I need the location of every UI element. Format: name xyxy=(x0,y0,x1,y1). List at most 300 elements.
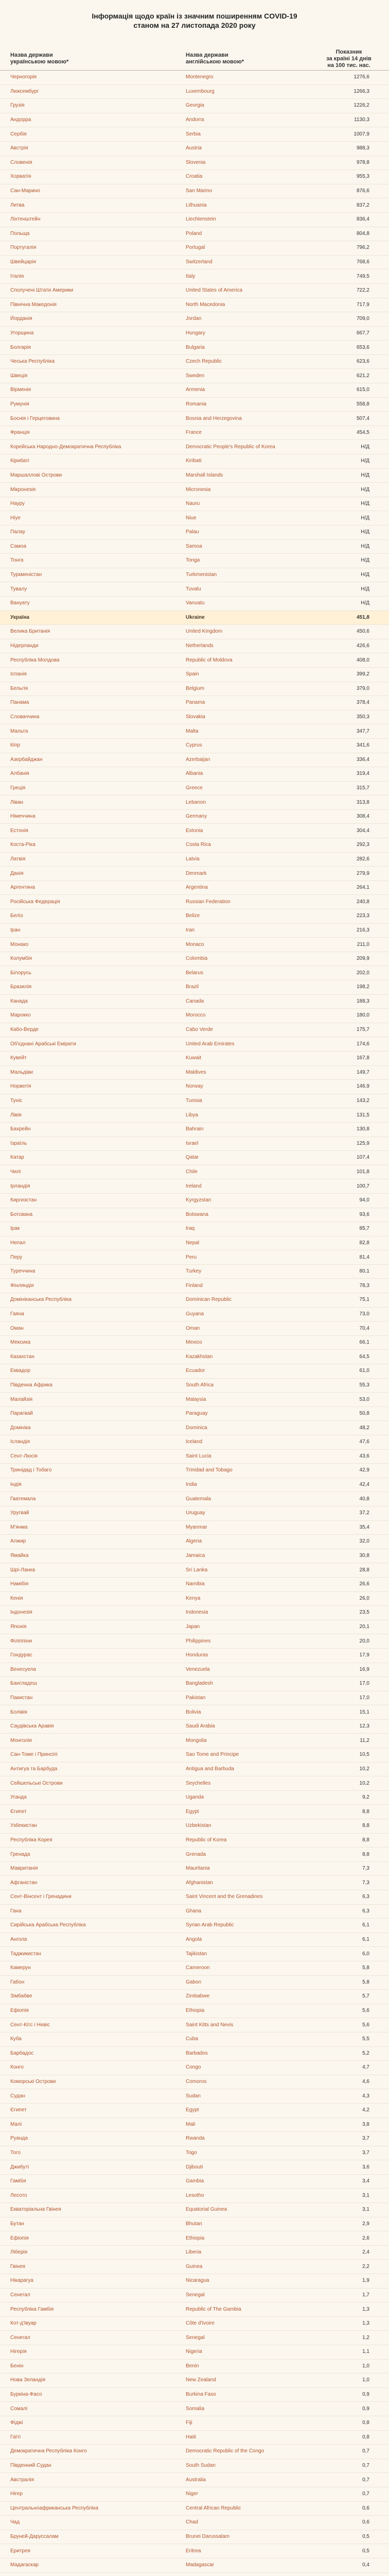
country-name-ua: Йорданія xyxy=(10,316,32,322)
incidence-value: 17,0 xyxy=(359,1681,369,1687)
incidence-value: 279,9 xyxy=(356,870,369,876)
country-name-en: Lebanon xyxy=(186,799,206,805)
incidence-value: 100,7 xyxy=(356,1183,369,1189)
country-name-ua: Нігерія xyxy=(10,2349,27,2355)
table-row xyxy=(0,1791,389,1805)
country-name-ua: Самоа xyxy=(10,543,26,549)
country-name-ua: Республіка Корея xyxy=(10,1837,52,1843)
incidence-value: 66,1 xyxy=(359,1340,369,1346)
incidence-value: 1266,3 xyxy=(353,88,369,94)
table-row xyxy=(0,625,389,639)
incidence-value: 1,1 xyxy=(362,2349,369,2355)
country-name-ua: Венесуела xyxy=(10,1666,36,1672)
country-name-ua: Кенія xyxy=(10,1595,23,1601)
country-name-ua: Конго xyxy=(10,2064,24,2071)
incidence-value: 81,4 xyxy=(359,1254,369,1260)
incidence-value: 3,1 xyxy=(362,2192,369,2198)
country-name-en: Gabon xyxy=(186,1979,202,1985)
country-name-ua: Домініканська Республіка xyxy=(10,1297,72,1303)
table-row xyxy=(0,2317,389,2331)
table-row xyxy=(0,1250,389,1265)
incidence-value: 1226,2 xyxy=(353,103,369,109)
table-row xyxy=(0,724,389,739)
country-name-en: Bosnia and Herzegovina xyxy=(186,415,242,421)
country-name-en: Marshall Islands xyxy=(186,472,223,478)
country-name-en: Chile xyxy=(186,1169,198,1175)
country-name-ua: Мальта xyxy=(10,728,28,734)
country-name-en: Turkmenistan xyxy=(186,572,217,578)
incidence-value: 1,0 xyxy=(362,2363,369,2369)
incidence-value: 507,4 xyxy=(356,415,369,421)
country-name-en: Qatar xyxy=(186,1155,199,1161)
country-name-ua: Сомалі xyxy=(10,2405,28,2412)
country-name-ua: Ефіопія xyxy=(10,2235,29,2241)
incidence-value: 15,1 xyxy=(359,1709,369,1715)
country-name-ua: Іран xyxy=(10,927,21,933)
incidence-value: Н/Д xyxy=(361,600,369,606)
incidence-value: 399,2 xyxy=(356,671,369,677)
country-name-en: Benin xyxy=(186,2363,199,2369)
incidence-value: 28,8 xyxy=(359,1567,369,1573)
country-name-en: Sao Tome and Principe xyxy=(186,1752,239,1758)
table-row xyxy=(0,1364,389,1379)
table-row xyxy=(0,995,389,1009)
country-name-en: Georgia xyxy=(186,103,204,109)
country-name-ua: Нікарагуа xyxy=(10,2278,33,2284)
country-name-ua: Латвія xyxy=(10,856,26,862)
table-row xyxy=(0,1194,389,1208)
country-name-en: United Kingdom xyxy=(186,629,223,635)
country-name-en: Honduras xyxy=(186,1652,208,1658)
incidence-value: 709,0 xyxy=(356,316,369,322)
table-row xyxy=(0,2388,389,2402)
country-name-en: South Sudan xyxy=(186,2463,216,2469)
country-name-ua: Лівія xyxy=(10,1112,22,1118)
country-name-en: Jamaica xyxy=(186,1553,205,1559)
country-name-en: Costa Rica xyxy=(186,842,211,848)
country-name-en: Maldives xyxy=(186,1069,206,1075)
incidence-value: 11,2 xyxy=(360,1737,369,1743)
country-name-en: Paraguay xyxy=(186,1411,208,1417)
country-name-en: Algeria xyxy=(186,1538,202,1545)
country-name-en: Cameroon xyxy=(186,1965,210,1971)
country-name-en: Tuvalu xyxy=(186,586,201,592)
table-row xyxy=(0,1862,389,1876)
incidence-value: 6,0 xyxy=(362,1951,369,1957)
incidence-value: Н/Д xyxy=(361,501,369,507)
table-row xyxy=(0,2516,389,2530)
table-row xyxy=(0,881,389,895)
country-name-en: Albania xyxy=(186,771,203,777)
table-row xyxy=(0,938,389,952)
country-name-en: Slovakia xyxy=(186,714,205,720)
incidence-value: 12,3 xyxy=(359,1723,369,1730)
table-row xyxy=(0,2289,389,2303)
table-row xyxy=(0,2189,389,2203)
incidence-value: 1,3 xyxy=(362,2320,369,2327)
incidence-value: 223,3 xyxy=(356,913,369,919)
country-name-en: Armenia xyxy=(186,387,205,393)
country-name-en: Venezuela xyxy=(186,1666,210,1672)
country-name-en: Norway xyxy=(186,1083,203,1090)
table-row xyxy=(0,1677,389,1691)
incidence-value: 8,8 xyxy=(362,1823,369,1829)
incidence-value: 378,4 xyxy=(356,700,369,706)
country-name-ua: Панама xyxy=(10,700,29,706)
country-name-en: Rwanda xyxy=(186,2136,205,2142)
table-row xyxy=(0,1379,389,1393)
incidence-value: 5,7 xyxy=(362,1993,369,1999)
incidence-value: Н/Д xyxy=(361,472,369,478)
table-row xyxy=(0,1634,389,1649)
table-row xyxy=(0,2160,389,2175)
country-name-ua: Чилі xyxy=(10,1169,21,1175)
country-name-ua: Катар xyxy=(10,1155,24,1161)
table-row xyxy=(0,895,389,909)
table-row xyxy=(0,767,389,782)
table-row xyxy=(0,1563,389,1578)
table-row xyxy=(0,2558,389,2573)
table-row xyxy=(0,2274,389,2289)
country-name-ua: Тринідад і Тобаго xyxy=(10,1467,52,1473)
incidence-value: 2,4 xyxy=(362,2249,369,2256)
table-row xyxy=(0,483,389,497)
country-name-en: Iran xyxy=(186,927,195,933)
country-name-ua: Малайзія xyxy=(10,1396,33,1402)
table-row xyxy=(0,2132,389,2146)
country-name-ua: Перу xyxy=(10,1254,23,1260)
country-name-ua: Угорщина xyxy=(10,330,34,336)
table-row xyxy=(0,1535,389,1549)
country-name-en: Cuba xyxy=(186,2036,198,2042)
country-name-ua: Франція xyxy=(10,430,30,436)
table-row xyxy=(0,526,389,540)
table-row xyxy=(0,1819,389,1834)
country-name-ua: Гаїті xyxy=(10,2434,21,2440)
country-name-en: India xyxy=(186,1482,197,1488)
country-name-en: Vanuatu xyxy=(186,600,205,606)
table-row xyxy=(0,227,389,242)
page xyxy=(0,4,389,2576)
country-name-en: Haiti xyxy=(186,2434,197,2440)
incidence-value: 5,8 xyxy=(362,1965,369,1971)
country-name-ua: Туніс xyxy=(10,1098,23,1104)
country-name-en: Saint Lucia xyxy=(186,1453,211,1459)
table-row xyxy=(0,1222,389,1236)
table-row xyxy=(0,156,389,171)
table-row xyxy=(0,2217,389,2232)
country-name-ua: Гватемала xyxy=(10,1496,36,1502)
country-name-ua: Ліван xyxy=(10,799,24,805)
country-name-en: Kenya xyxy=(186,1595,201,1601)
incidence-value: 131,5 xyxy=(356,1112,369,1118)
country-name-en: Nigeria xyxy=(186,2349,202,2355)
country-name-en: Canada xyxy=(186,998,204,1004)
incidence-value: 0,9 xyxy=(362,2392,369,2398)
country-name-ua: Сан-Томе і Принсіпі xyxy=(10,1752,58,1758)
country-name-ua: Пакистан xyxy=(10,1694,33,1701)
table-row xyxy=(0,1762,389,1777)
country-name-ua: Сейшельські Острови xyxy=(10,1780,63,1786)
country-name-ua: Люксембург xyxy=(10,88,39,94)
incidence-value: 319,4 xyxy=(356,771,369,777)
table-row xyxy=(0,1506,389,1521)
country-name-ua: Киргизстан xyxy=(10,1197,37,1204)
table-row xyxy=(0,170,389,184)
table-row xyxy=(0,980,389,995)
country-name-en: Egypt xyxy=(186,2107,199,2113)
incidence-value: 143,2 xyxy=(356,1098,369,1104)
table-row xyxy=(0,1961,389,1976)
country-name-en: Portugal xyxy=(186,245,205,251)
country-name-en: Denmark xyxy=(186,870,207,876)
incidence-value: 804,8 xyxy=(356,230,369,236)
incidence-value: 5,8 xyxy=(362,1979,369,1985)
table-row xyxy=(0,298,389,313)
table-row xyxy=(0,1919,389,1933)
incidence-value: 125,9 xyxy=(356,1140,369,1146)
country-name-ua: Сенегал xyxy=(10,2292,30,2298)
country-name-en: Tunisia xyxy=(186,1098,202,1104)
country-name-ua: Велика Британія xyxy=(10,629,50,635)
country-name-ua: Сан-Марино xyxy=(10,188,40,194)
incidence-value: 32,0 xyxy=(359,1538,369,1545)
country-name-en: Barbados xyxy=(186,2050,208,2056)
table-row xyxy=(0,355,389,369)
country-name-ua: Австралія xyxy=(10,2477,34,2483)
country-name-en: Eritrea xyxy=(186,2548,201,2554)
table-row xyxy=(0,1720,389,1734)
country-name-ua: Португалія xyxy=(10,245,37,251)
country-name-ua: Данія xyxy=(10,870,24,876)
country-name-en: Germany xyxy=(186,814,207,820)
country-name-ua: Мікронезія xyxy=(10,486,36,493)
country-name-en: Democratic Republic of the Congo xyxy=(186,2448,264,2454)
table-row xyxy=(0,1549,389,1564)
country-name-en: Morocco xyxy=(186,1012,206,1019)
country-name-en: Turkey xyxy=(186,1268,202,1275)
country-name-en: North Macedonia xyxy=(186,301,225,308)
incidence-value: 621,2 xyxy=(356,372,369,379)
country-name-ua: Таджикистан xyxy=(10,1951,41,1957)
table-row xyxy=(0,2061,389,2075)
table-row xyxy=(0,710,389,725)
country-name-en: Niue xyxy=(186,515,197,521)
header-ua-name: Назва держави українською мовою* xyxy=(10,52,69,65)
country-name-ua: Ірак xyxy=(10,1226,20,1232)
country-name-ua: Бахрейн xyxy=(10,1126,31,1132)
incidence-value: 50,8 xyxy=(359,1411,369,1417)
country-name-ua: Фінляндія xyxy=(10,1282,34,1289)
country-name-en: Iraq xyxy=(186,1226,195,1232)
table-row xyxy=(0,909,389,924)
country-name-en: Zimbabwe xyxy=(186,1993,210,1999)
incidence-value: 180,0 xyxy=(356,1012,369,1019)
table-row xyxy=(0,1308,389,1322)
incidence-value: 23,5 xyxy=(359,1609,369,1616)
table-row xyxy=(0,2004,389,2019)
country-name-ua: Мексика xyxy=(10,1340,31,1346)
country-name-en: United States of America xyxy=(186,287,243,294)
country-name-ua: Камерун xyxy=(10,1965,31,1971)
country-name-en: Guyana xyxy=(186,1311,204,1317)
table-row xyxy=(0,2487,389,2502)
country-name-en: Saint Vincent and the Grenadines xyxy=(186,1894,263,1900)
incidence-value: 202,0 xyxy=(356,970,369,976)
table-row xyxy=(0,2175,389,2189)
table-row xyxy=(0,1976,389,1990)
country-name-en: Dominica xyxy=(186,1425,207,1431)
incidence-value: 20,0 xyxy=(359,1638,369,1644)
table-row xyxy=(0,924,389,938)
incidence-value: 6,3 xyxy=(362,1908,369,1914)
country-name-ua: Гаяна xyxy=(10,1311,24,1317)
country-name-ua: Малі xyxy=(10,2121,22,2127)
table-row xyxy=(0,1123,389,1137)
incidence-value: 8,8 xyxy=(362,1808,369,1815)
incidence-value: 0,4 xyxy=(362,2562,369,2568)
table-row xyxy=(0,327,389,341)
table-row xyxy=(0,2331,389,2345)
country-name-en: Republic of The Gambia xyxy=(186,2306,241,2312)
country-name-en: Angola xyxy=(186,1937,202,1943)
table-row xyxy=(0,639,389,654)
incidence-value: 78,3 xyxy=(359,1282,369,1289)
country-name-en: Comoros xyxy=(186,2079,207,2085)
table-row xyxy=(0,241,389,256)
country-name-ua: Корейська Народно-Демократична Республіка xyxy=(10,444,121,450)
country-name-ua: Казахстан xyxy=(10,1353,34,1360)
incidence-value: 174,6 xyxy=(356,1041,369,1047)
country-name-ua: Мальдіви xyxy=(10,1069,33,1075)
incidence-value: 17,0 xyxy=(359,1694,369,1701)
incidence-value: 5,5 xyxy=(362,2036,369,2042)
incidence-value: 0,6 xyxy=(362,2505,369,2511)
table-row xyxy=(0,1052,389,1066)
country-name-ua: Білорусь xyxy=(10,970,31,976)
incidence-value: 30,8 xyxy=(359,1553,369,1559)
country-name-ua: Еквадор xyxy=(10,1368,30,1374)
country-name-ua: Вірменія xyxy=(10,387,31,393)
incidence-value: 20,1 xyxy=(359,1624,369,1630)
table-row xyxy=(0,1748,389,1762)
incidence-value: 188,3 xyxy=(356,998,369,1004)
incidence-value: Н/Д xyxy=(361,586,369,592)
incidence-value: 1,9 xyxy=(362,2278,369,2284)
country-name-en: Mexico xyxy=(186,1340,202,1346)
table-row xyxy=(0,1649,389,1663)
country-name-ua: Єгипет xyxy=(10,1808,27,1815)
country-name-en: Azerbaijan xyxy=(186,756,210,762)
table-row xyxy=(0,1421,389,1435)
incidence-value: 2,6 xyxy=(362,2235,369,2241)
country-name-ua: Сирійська Арабська Республіка xyxy=(10,1922,86,1928)
incidence-value: 454,5 xyxy=(356,430,369,436)
incidence-value: 1130,3 xyxy=(354,117,369,123)
incidence-value: 408,0 xyxy=(356,657,369,663)
table-row xyxy=(0,668,389,682)
country-name-en: Peru xyxy=(186,1254,197,1260)
incidence-value: 16,9 xyxy=(359,1666,369,1672)
country-name-ua: Канада xyxy=(10,998,28,1004)
country-name-en: Malta xyxy=(186,728,199,734)
incidence-value: 0,5 xyxy=(362,2534,369,2540)
country-name-ua: М'янма xyxy=(10,1524,28,1530)
table-row xyxy=(0,568,389,583)
country-name-en: Uganda xyxy=(186,1794,204,1801)
page-title: Інформація щодо країн із значним поширенням COVID-19 станом на 27 листопада 2020 року xyxy=(92,12,297,29)
table-row xyxy=(0,341,389,355)
incidence-value: 3,8 xyxy=(362,2121,369,2127)
incidence-value: 623,6 xyxy=(356,359,369,365)
table-row xyxy=(0,2530,389,2545)
country-name-en: Greece xyxy=(186,785,203,791)
country-name-en: Fiji xyxy=(186,2420,192,2426)
incidence-value: 40,8 xyxy=(359,1496,369,1502)
table-row xyxy=(0,1734,389,1748)
incidence-value: 0,7 xyxy=(362,2448,369,2454)
country-name-en: Poland xyxy=(186,230,202,236)
incidence-value: 0,7 xyxy=(362,2463,369,2469)
table-row xyxy=(0,1066,389,1080)
incidence-value: 1,3 xyxy=(362,2306,369,2312)
incidence-value: 42,4 xyxy=(359,1482,369,1488)
incidence-value: 1,7 xyxy=(362,2292,369,2298)
table-row xyxy=(0,611,389,625)
country-name-ua: Об'єднані Арабські Емірати xyxy=(10,1041,76,1047)
table-row xyxy=(0,99,389,113)
table-row xyxy=(0,597,389,611)
table-row xyxy=(0,1663,389,1677)
table-row xyxy=(0,1137,389,1151)
country-name-ua: Саудівська Аравія xyxy=(10,1723,54,1730)
country-name-ua: Ніуе xyxy=(10,515,21,521)
table-body xyxy=(0,71,389,2576)
country-name-ua: Кабо-Верде xyxy=(10,1027,39,1033)
table-row xyxy=(0,1279,389,1293)
country-name-ua: Непал xyxy=(10,1240,26,1246)
country-name-ua: Антигуа та Барбуда xyxy=(10,1766,58,1772)
country-name-ua: Черногорія xyxy=(10,74,37,80)
table-row xyxy=(0,739,389,753)
country-name-en: Antigua and Barbuda xyxy=(186,1766,234,1772)
table-row xyxy=(0,582,389,597)
country-name-en: Libya xyxy=(186,1112,198,1118)
country-name-en: Sweden xyxy=(186,372,205,379)
incidence-value: 64,5 xyxy=(359,1353,369,1360)
table-row xyxy=(0,554,389,568)
country-name-en: Burkina Faso xyxy=(186,2392,216,2398)
table-row xyxy=(0,2246,389,2260)
incidence-value: 80,1 xyxy=(359,1268,369,1275)
country-name-ua: Уганда xyxy=(10,1794,27,1801)
incidence-value: 42,9 xyxy=(359,1467,369,1473)
country-name-ua: Гондурас xyxy=(10,1652,32,1658)
table-row xyxy=(0,1990,389,2004)
country-name-ua: Нова Зеландія xyxy=(10,2377,45,2383)
incidence-value: 6,3 xyxy=(362,1894,369,1900)
incidence-value: 0,8 xyxy=(362,2420,369,2426)
country-name-ua: Бруней-Даруссалам xyxy=(10,2534,59,2540)
country-name-en: Dominican Republic xyxy=(186,1297,232,1303)
incidence-value: 264,1 xyxy=(356,885,369,891)
country-name-en: Syrian Arab Republic xyxy=(186,1922,234,1928)
country-name-en: Japan xyxy=(186,1624,200,1630)
country-name-ua: Зімбабве xyxy=(10,1993,32,1999)
table-row xyxy=(0,2544,389,2558)
country-name-ua: Туреччина xyxy=(10,1268,36,1275)
country-name-en: Colombia xyxy=(186,956,208,962)
